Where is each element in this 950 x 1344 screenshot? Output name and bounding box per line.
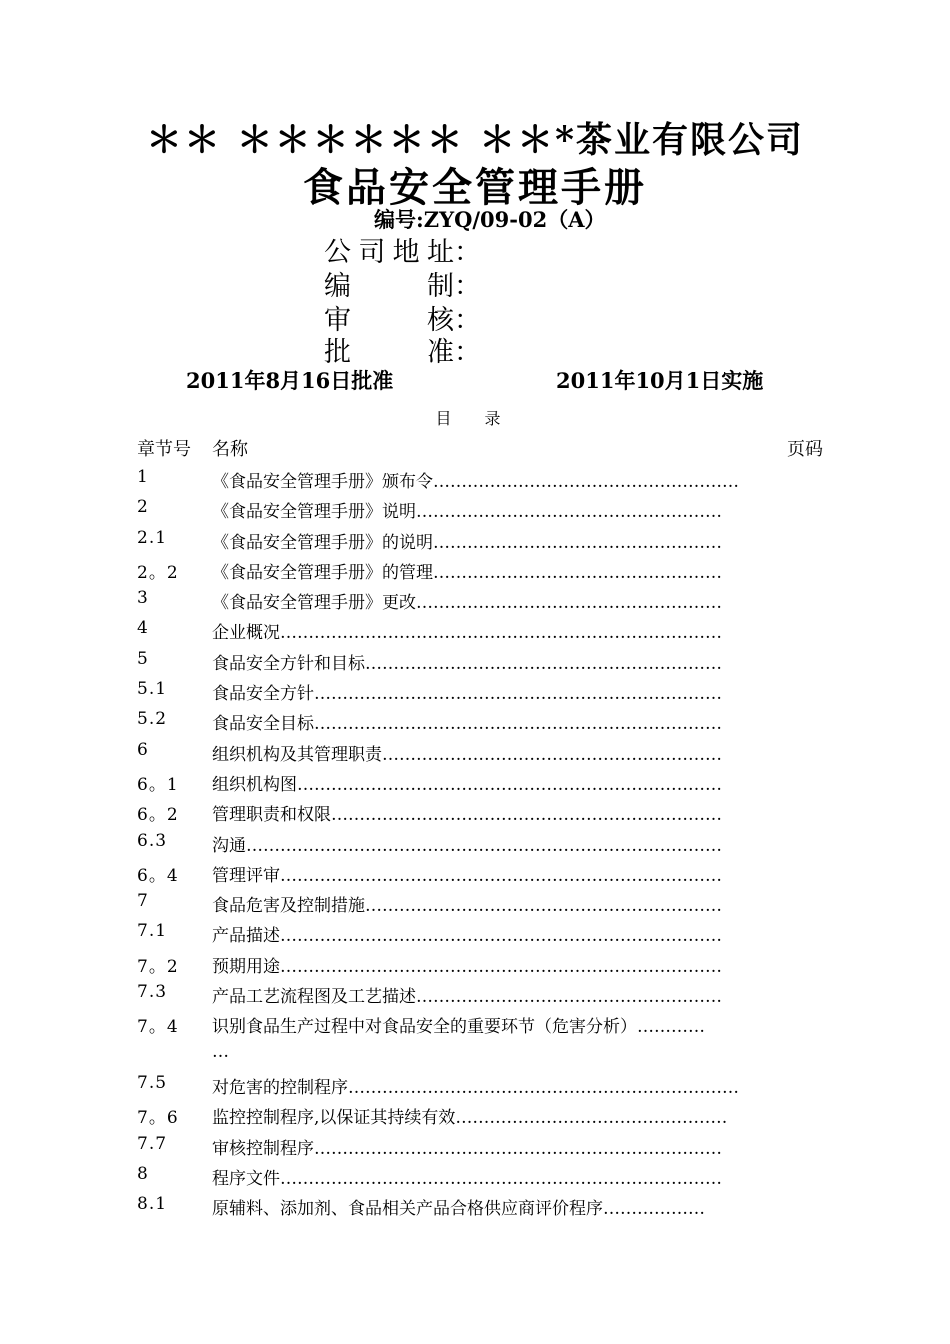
toc-section-number: 6。1 xyxy=(137,774,179,795)
toc-entry-name: 组织机构图………………………………………………………………… xyxy=(212,774,722,795)
toc-section-number: 8.1 xyxy=(137,1194,168,1215)
toc-header-section: 章节号 xyxy=(137,439,191,460)
toc-row[interactable] xyxy=(0,918,950,948)
field-label: 编制 xyxy=(324,271,454,302)
toc-section-number: 7.3 xyxy=(137,982,168,1003)
toc-entry-name: 《食品安全管理手册》的说明…………………………………………… xyxy=(212,532,722,553)
toc-entry-name: 《食品安全管理手册》颁布令……………………………………………… xyxy=(212,472,739,492)
toc-section-number: 2 xyxy=(137,497,149,518)
toc-section-number: 3 xyxy=(137,588,149,609)
toc-section-number: 6。4 xyxy=(137,865,179,886)
toc-header-name: 名称 xyxy=(212,439,248,460)
toc-row[interactable] xyxy=(0,979,950,1009)
manual-title: 食品安全管理手册 xyxy=(303,164,647,211)
toc-entry-name: 沟通………………………………………………………………………… xyxy=(212,835,722,856)
toc-section-number: 7。2 xyxy=(137,956,179,977)
toc-entry-name: 识别食品生产过程中对食品安全的重要环节（危害分析）………… xyxy=(212,1017,705,1038)
toc-row[interactable] xyxy=(0,555,950,585)
document-number: 编号:ZYQ/09-02（A） xyxy=(374,207,606,232)
toc-entry-name: 组织机构及其管理职责…………………………………………………… xyxy=(212,744,722,765)
toc-entry-continuation: … xyxy=(212,1042,229,1063)
toc-section-number: 8 xyxy=(137,1163,149,1184)
toc-entry-name: 企业概况…………………………………………………………………… xyxy=(212,623,722,644)
toc-row[interactable] xyxy=(0,646,950,676)
field-label: 批准 xyxy=(324,337,454,368)
toc-row[interactable] xyxy=(0,615,950,645)
toc-entry-name: 对危害的控制程序…………………………………………………………… xyxy=(212,1077,739,1098)
toc-entry-name: 审核控制程序……………………………………………………………… xyxy=(212,1138,722,1159)
toc-entry-name: 食品安全方针和目标……………………………………………………… xyxy=(212,653,722,674)
toc-section-number: 7.5 xyxy=(137,1072,168,1093)
toc-row[interactable] xyxy=(0,1100,950,1130)
toc-section-number: 6 xyxy=(137,739,149,760)
toc-section-number: 7 xyxy=(137,891,149,912)
effective-date: 2011年10月1日实施 xyxy=(556,368,764,393)
toc-row[interactable] xyxy=(0,767,950,797)
toc-entry-name: 食品安全方针……………………………………………………………… xyxy=(212,684,722,705)
toc-row[interactable] xyxy=(0,585,950,615)
toc-entry-name: 预期用途…………………………………………………………………… xyxy=(212,956,722,977)
field-label: 审核 xyxy=(324,305,454,336)
toc-row[interactable] xyxy=(0,797,950,827)
toc-row[interactable] xyxy=(0,858,950,888)
toc-row[interactable] xyxy=(0,737,950,767)
toc-entry-name: 食品安全目标……………………………………………………………… xyxy=(212,714,722,735)
toc-entry-name: 监控控制程序,以保证其持续有效………………………………………… xyxy=(212,1108,728,1129)
toc-section-number: 7。4 xyxy=(137,1017,179,1038)
toc-section-number: 5.2 xyxy=(137,709,168,730)
toc-section-number: 2.1 xyxy=(137,527,168,548)
toc-entry-name: 原辅料、添加剂、食品相关产品合格供应商评价程序……………… xyxy=(212,1199,705,1220)
toc-row[interactable] xyxy=(0,706,950,736)
toc-row[interactable] xyxy=(0,494,950,524)
toc-row[interactable] xyxy=(0,828,950,858)
toc-header-page: 页码 xyxy=(787,439,823,460)
toc-section-number: 5 xyxy=(137,648,149,669)
field-label: 公司地址 xyxy=(324,237,454,268)
toc-entry-name: 《食品安全管理手册》的管理…………………………………………… xyxy=(212,562,722,583)
toc-entry-name: 产品描述…………………………………………………………………… xyxy=(212,926,722,947)
field-company-address: 公司地址： xyxy=(324,230,481,269)
toc-section-number: 4 xyxy=(137,618,149,639)
toc-entry-name: 《食品安全管理手册》说明……………………………………………… xyxy=(212,502,722,523)
toc-title: 目 录 xyxy=(435,409,515,428)
company-name: ＊＊ ＊＊＊＊＊＊ ＊＊*茶业有限公司 xyxy=(146,119,804,161)
toc-row[interactable] xyxy=(0,949,950,979)
toc-entry-name: 管理评审…………………………………………………………………… xyxy=(212,865,722,886)
toc-entry-name: 产品工艺流程图及工艺描述……………………………………………… xyxy=(212,987,722,1008)
toc-row[interactable] xyxy=(0,525,950,555)
toc-section-number: 2。2 xyxy=(137,562,179,583)
toc-entry-name: 《食品安全管理手册》更改……………………………………………… xyxy=(212,593,722,614)
toc-row[interactable] xyxy=(0,1131,950,1161)
toc-entry-name: 程序文件…………………………………………………………………… xyxy=(212,1168,722,1189)
toc-section-number: 7.1 xyxy=(137,921,168,942)
field-reviewed-by: 审核： xyxy=(324,298,481,337)
toc-section-number: 7。6 xyxy=(137,1108,179,1129)
toc-row[interactable] xyxy=(0,676,950,706)
toc-row[interactable] xyxy=(0,1009,950,1070)
toc-row[interactable] xyxy=(0,1191,950,1221)
field-compiled-by: 编制： xyxy=(324,264,481,303)
toc-section-number: 1 xyxy=(137,467,149,487)
toc-entry-name: 管理职责和权限…………………………………………………………… xyxy=(212,805,722,826)
toc-section-number: 7.7 xyxy=(137,1133,168,1154)
toc-entry-name: 食品危害及控制措施……………………………………………………… xyxy=(212,896,722,917)
toc-section-number: 6.3 xyxy=(137,830,168,851)
toc-section-number: 6。2 xyxy=(137,805,179,826)
table-of-contents xyxy=(0,464,950,1221)
toc-section-number: 5.1 xyxy=(137,679,168,700)
field-approved-by: 批准： xyxy=(324,330,481,369)
toc-row[interactable] xyxy=(0,464,950,494)
toc-row[interactable] xyxy=(0,1070,950,1100)
toc-row[interactable] xyxy=(0,1161,950,1191)
approval-date: 2011年8月16日批准 xyxy=(186,368,394,393)
toc-row[interactable] xyxy=(0,888,950,918)
